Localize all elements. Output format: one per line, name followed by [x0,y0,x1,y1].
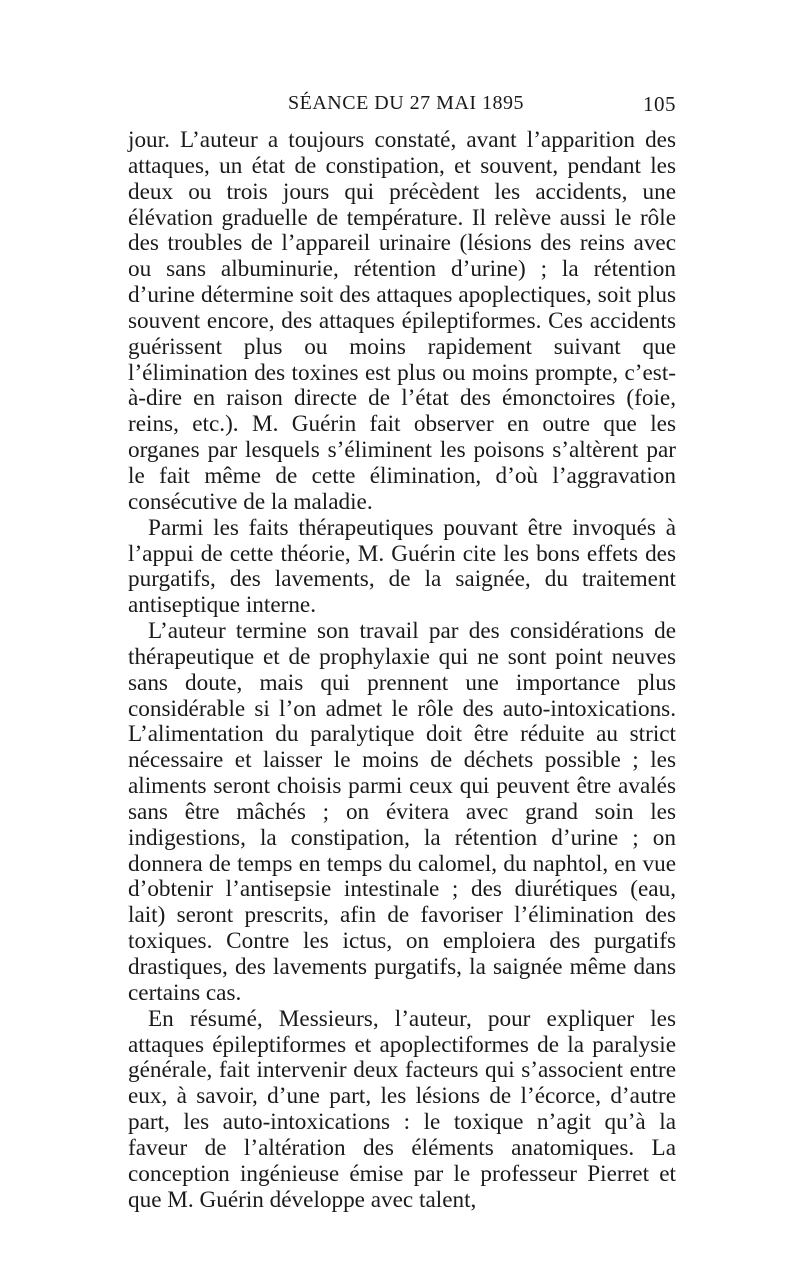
page-number: 105 [643,92,676,116]
running-title: SÉANCE DU 27 MAI 1895 [288,92,525,114]
body-text [128,128,676,1213]
paragraph-2: Parmi les faits thérapeutiques pouvant être invoqués à l’appui de cette théorie, M. Guérin cite les bons effets des purgatifs, des lavements, de la saignée, du traitement antiseptique interne. [128,514,676,619]
paragraph-4: En résumé, Messieurs, l’auteur, pour expliquer les attaques épileptiformes et apoplectiformes de la paralysie générale, fait intervenir deux facteurs qui s’associent entre eux, à savoir, d’une part, les lésions de l’écorce, d’autre part, les auto-intoxications : le toxique n’agit qu’à la faveur de l’altération des éléments anatomiques. La conception ingénieuse émise par le professeur Pierret et que M. Guérin développe avec talent, [128,1005,676,1213]
paragraph-3: L’auteur termine son travail par des considérations de thérapeutique et de prophylaxie qui ne sont point neuves sans doute, mais qui prennent une importance plus considérable si l’on admet le rôle des auto-intoxications. L’alimentation du paralytique doit être réduite au strict nécessaire et laisser le moins de déchets possible ; les aliments seront choisis parmi ceux qui peuvent être avalés sans être mâchés ; on évitera avec grand soin les indigestions, la constipation, la rétention d’urine ; on donnera de temps en temps du calomel, du naphtol, en vue d’obtenir l’antisepsie intestinale ; des diurétiques (eau, lait) seront prescrits, afin de favoriser l’élimination des toxiques. Contre les ictus, on emploiera des purgatifs drastiques, des lavements purgatifs, la saignée même dans certains cas. [128,618,676,1006]
running-head [128,92,676,122]
paragraph-1: jour. L’auteur a toujours constaté, avant l’apparition des attaques, un état de constipation, et souvent, pendant les deux ou trois jours qui précèdent les accidents, une élévation graduelle de température. Il relève aussi le rôle des troubles de l’appareil urinaire (lésions des reins avec ou sans albuminurie, rétention d’urine) ; la rétention d’urine détermine soit des attaques apoplectiques, soit plus souvent encore, des attaques épileptiformes. Ces accidents guérissent plus ou moins rapidement suivant que l’élimination des toxines est plus ou moins prompte, c’est-à-dire en raison directe de l’état des émonctoires (foie, reins, etc.). M. Guérin fait observer en outre que les organes par lesquels s’éliminent les poisons s’altèrent par le fait même de cette élimination, d’où l’aggravation consécutive de la maladie. [128,127,676,515]
